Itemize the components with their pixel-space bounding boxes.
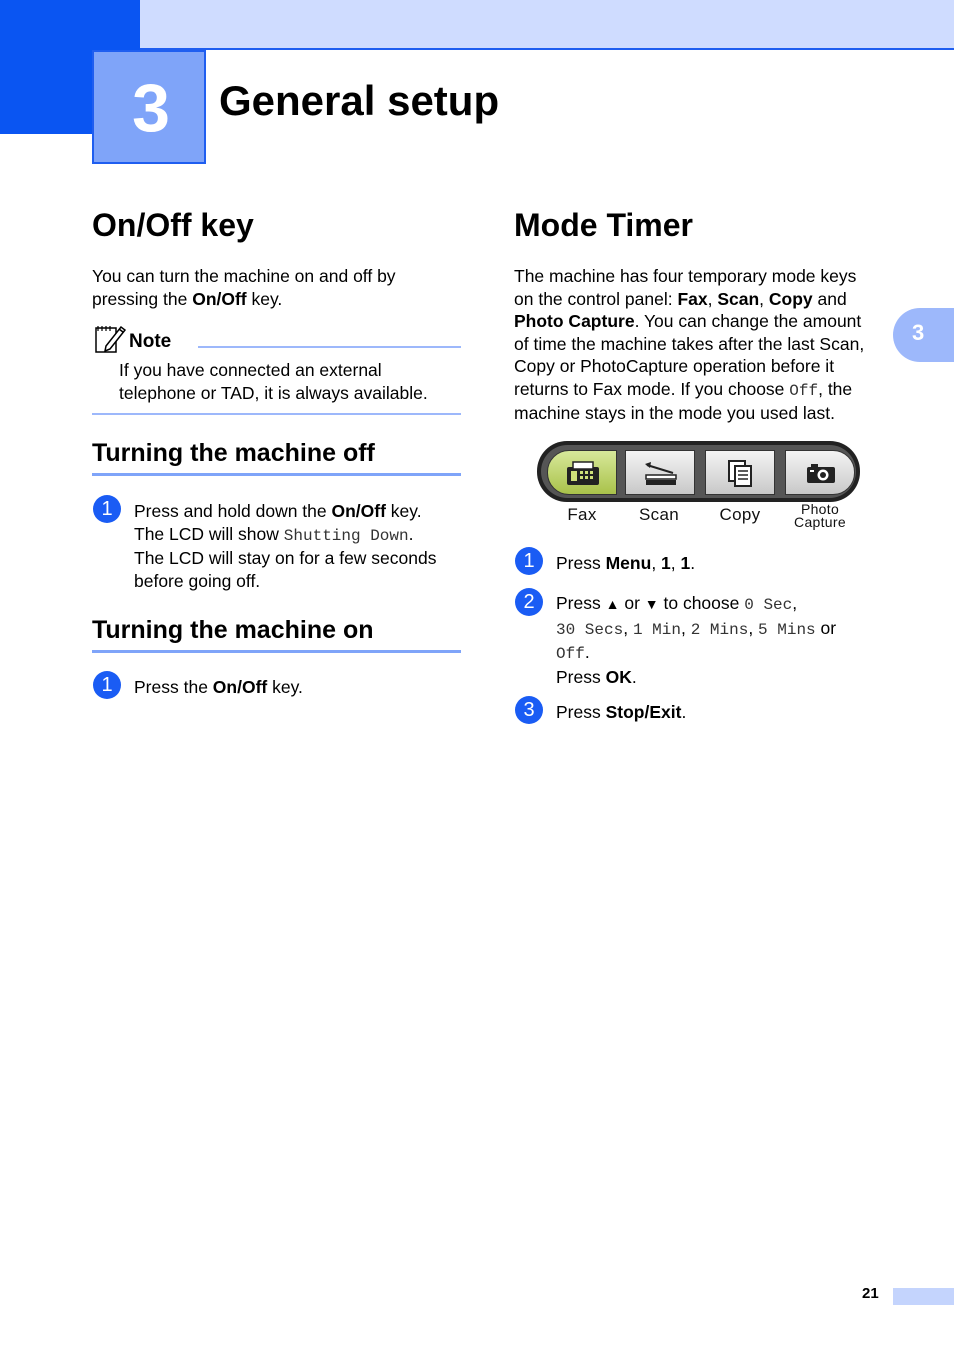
copy-icon xyxy=(723,459,759,487)
page-number: 21 xyxy=(862,1285,879,1302)
step-number-badge: 1 xyxy=(515,547,543,575)
step-number-badge: 1 xyxy=(93,495,121,523)
up-arrow-icon: ▲ xyxy=(605,596,620,612)
photo-capture-mode-key xyxy=(785,450,855,495)
camera-icon xyxy=(803,459,839,487)
turning-off-heading: Turning the machine off xyxy=(92,439,375,467)
fax-icon xyxy=(565,459,601,487)
fax-mode-key xyxy=(547,450,617,495)
mode-timer-heading: Mode Timer xyxy=(514,207,693,243)
step-number-badge: 3 xyxy=(515,696,543,724)
mode-timer-description: The machine has four temporary mode keys on the control panel: Fax, Scan, Copy and Photo Capture. You can change the amount of time the machine takes after the last Scan, Copy or PhotoCapture operation before it returns to Fax mode. If you choose Off, the machine stays in the mode you used last. xyxy=(514,266,865,423)
copy-mode-key xyxy=(705,450,775,495)
fax-key-label: Fax xyxy=(567,505,597,524)
note-pencil-icon xyxy=(94,324,126,354)
turning-on-step-text: Press the On/Off key. xyxy=(134,677,303,697)
header-band xyxy=(140,0,954,50)
note-text: If you have connected an external telephone or TAD, it is always available. xyxy=(119,360,428,403)
turning-off-step-text: Press and hold down the On/Off key. The LCD will show Shutting Down. The LCD will stay on for a few seconds before going off. xyxy=(134,501,437,591)
down-arrow-icon: ▼ xyxy=(644,596,659,612)
scan-icon xyxy=(643,459,679,487)
step-number-badge: 2 xyxy=(515,588,543,616)
turning-on-heading: Turning the machine on xyxy=(92,616,374,644)
chapter-number: 3 xyxy=(132,70,170,146)
mode-step-2-text: Press ▲ or ▼ to choose 0 Sec, 30 Secs, 1 Min, 2 Mins, 5 Mins or Off. Press OK. xyxy=(556,593,837,687)
note-bottom-rule xyxy=(92,413,461,415)
photo-capture-key-label: Photo Capture xyxy=(794,501,846,530)
turning-on-rule xyxy=(92,650,461,653)
side-tab-label: 3 xyxy=(912,320,925,345)
note-label: Note xyxy=(129,331,172,352)
step-number-badge: 1 xyxy=(93,671,121,699)
onoff-intro: You can turn the machine on and off by pressing the On/Off key. xyxy=(92,266,396,309)
chapter-side-tab[interactable] xyxy=(893,308,954,362)
scan-key-label: Scan xyxy=(639,505,679,524)
scan-mode-key xyxy=(625,450,695,495)
chapter-number-box xyxy=(92,50,206,164)
onoff-heading: On/Off key xyxy=(92,207,254,243)
turning-off-rule xyxy=(92,473,461,476)
note-top-rule xyxy=(198,346,461,348)
mode-step-3-text: Press Stop/Exit. xyxy=(556,702,687,722)
mode-step-1-text: Press Menu, 1, 1. xyxy=(556,553,696,573)
copy-key-label: Copy xyxy=(719,505,761,524)
footer-bar xyxy=(893,1288,954,1305)
chapter-title: General setup xyxy=(219,77,500,124)
control-panel-illustration xyxy=(537,441,860,502)
